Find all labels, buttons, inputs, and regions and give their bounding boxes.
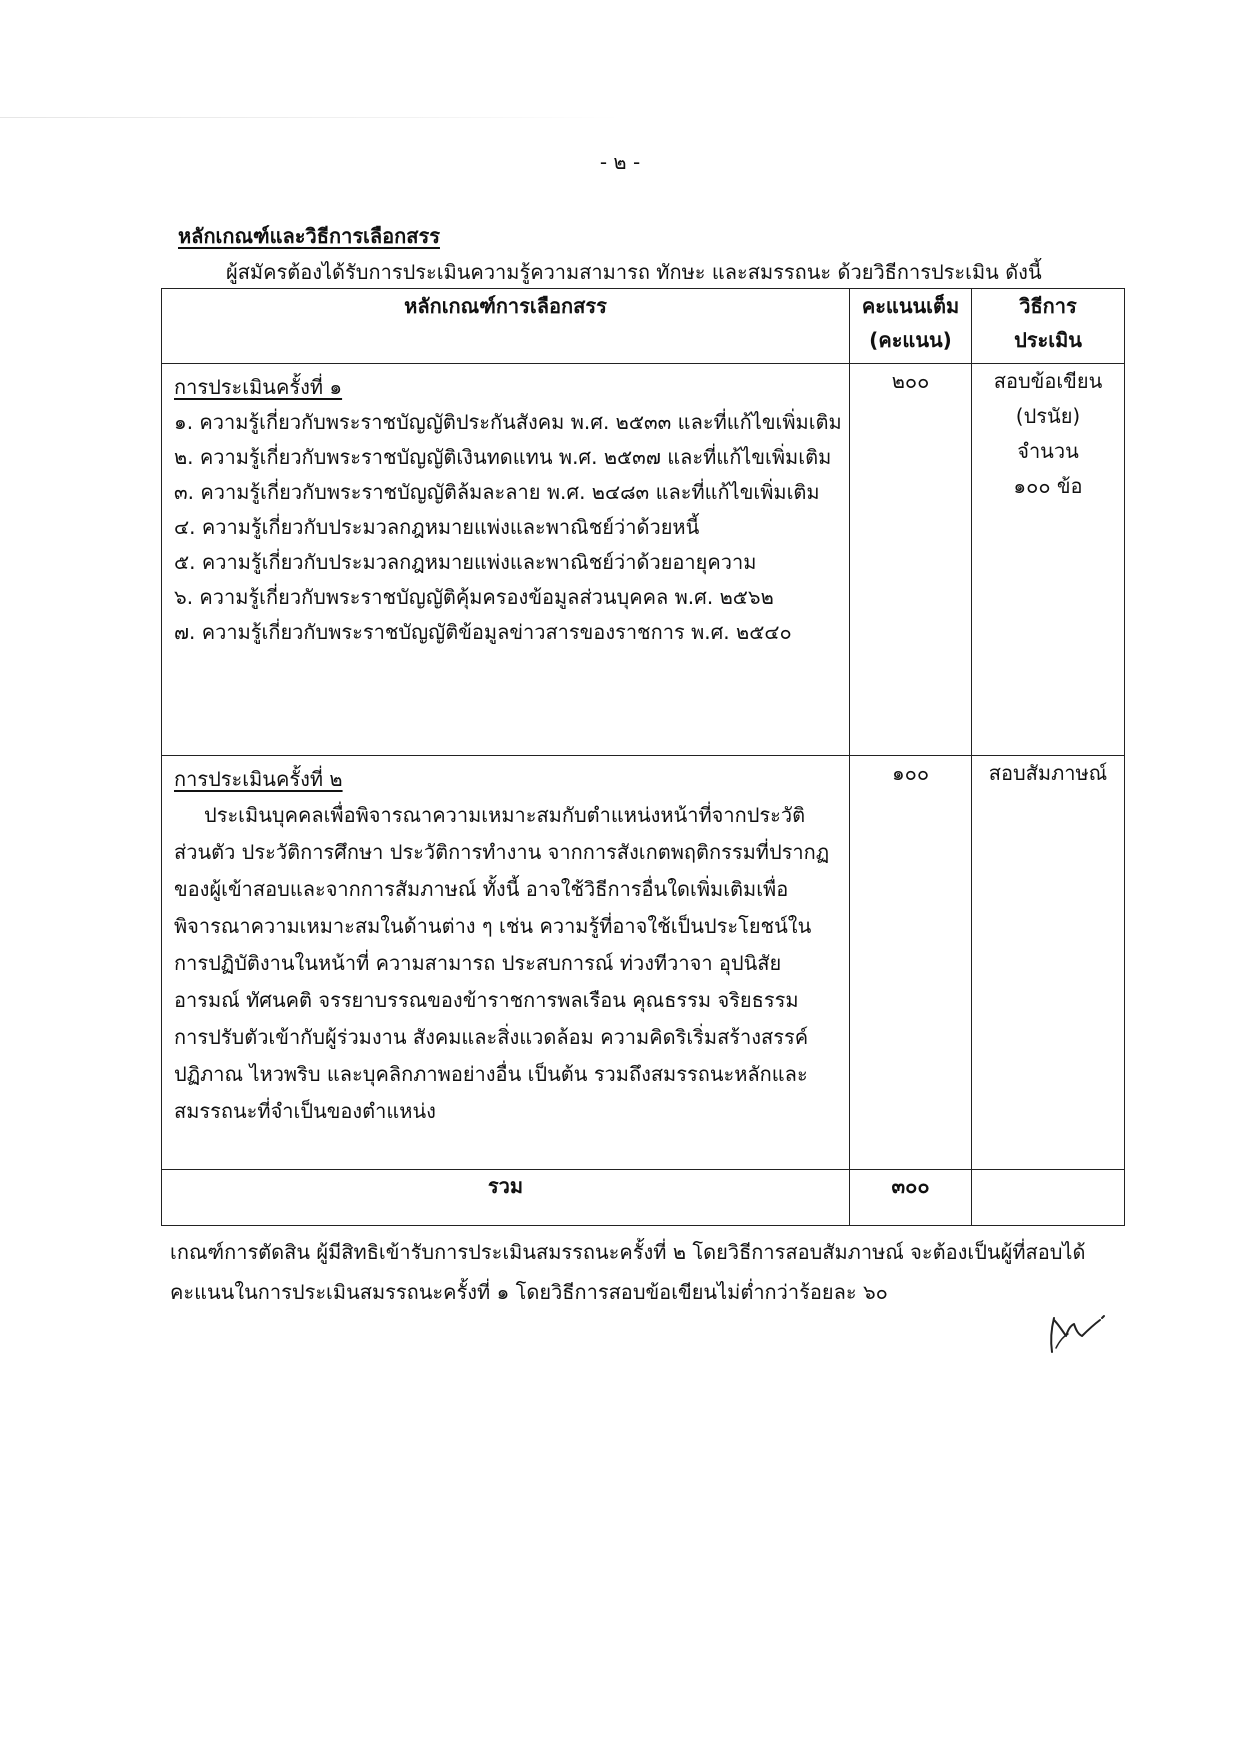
round1-method-line-3: จำนวน [1017, 439, 1079, 463]
round1-method-line-1: สอบข้อเขียน [993, 369, 1103, 393]
round1-criteria-cell [162, 364, 850, 756]
round2-method: สอบสัมภาษณ์ [972, 756, 1125, 1170]
round1-method-line-2: (ปรนัย) [1015, 404, 1081, 428]
round1-method-cell [972, 364, 1125, 756]
round2-description: ประเมินบุคคลเพื่อพิจารณาความเหมาะสมกับตำแหน่งหน้าที่จากประวัติส่วนตัว ประวัติการศึกษา ประวัติการทำงาน จากการสังเกตพฤติกรรมที่ปรากฏของผู้เข้าสอบและจากการสัมภาษณ์ ทั้งนี้ อาจใช้วิธีการอื่นใดเพิ่มเติมเพื่อพิจารณาความเหมาะสมในด้านต่าง ๆ เช่น ความรู้ที่อาจใช้เป็นประโยชน์ในการปฏิบัติงานในหน้าที่ ความสามารถ ประสบการณ์ ท่วงทีวาจา อุปนิสัย อารมณ์ ทัศนคติ จรรยาบรรณของข้าราชการพลเรือน คุณธรรม จริยธรรม การปรับตัวเข้ากับผู้ร่วมงาน สังคมและสิ่งแวดล้อม ความคิดริเริ่มสร้างสรรค์ ปฏิภาณ ไหวพริบ และบุคลิกภาพอย่างอื่น เป็นต้น รวมถึงสมรรถนะหลักและสมรรถนะที่จำเป็นของตำแหน่ง [174, 803, 830, 1123]
round1-item-1: ๑. ความรู้เกี่ยวกับพระราชบัญญัติประกันสังคม พ.ศ. ๒๕๓๓ และที่แก้ไขเพิ่มเติม [174, 410, 842, 434]
header-criteria-label: หลักเกณฑ์การเลือกสรร [404, 294, 607, 318]
table-row-round2 [162, 756, 1125, 1170]
header-full-score-line1: คะแนนเต็ม [861, 294, 960, 318]
table-row-round1 [162, 364, 1125, 756]
round2-score: ๑๐๐ [850, 756, 972, 1170]
header-method [972, 289, 1125, 364]
verdict-line-2: คะแนนในการประเมินสมรรถนะครั้งที่ ๑ โดยวิธีการสอบข้อเขียนไม่ต่ำกว่าร้อยละ ๖๐ [170, 1280, 888, 1304]
header-method-line1: วิธีการ [1019, 294, 1077, 318]
total-score: ๓๐๐ [850, 1170, 972, 1226]
table-header-row [162, 289, 1125, 364]
round1-title: การประเมินครั้งที่ ๑ [174, 375, 343, 399]
round1-item-2: ๒. ความรู้เกี่ยวกับพระราชบัญญัติเงินทดแทน พ.ศ. ๒๕๓๗ และที่แก้ไขเพิ่มเติม [174, 445, 832, 469]
page-number: - ๒ - [599, 150, 641, 174]
total-method-empty [972, 1170, 1125, 1226]
round1-item-7: ๗. ความรู้เกี่ยวกับพระราชบัญญัติข้อมูลข่าวสารของราชการ พ.ศ. ๒๕๔๐ [174, 620, 792, 644]
header-method-line2: ประเมิน [1014, 328, 1082, 352]
round1-item-4: ๔. ความรู้เกี่ยวกับประมวลกฎหมายแพ่งและพาณิชย์ว่าด้วยหนี้ [174, 515, 700, 539]
round2-title: การประเมินครั้งที่ ๒ [174, 767, 343, 791]
round1-item-3: ๓. ความรู้เกี่ยวกับพระราชบัญญัติล้มละลาย พ.ศ. ๒๔๘๓ และที่แก้ไขเพิ่มเติม [174, 480, 820, 504]
round1-method-line-4: ๑๐๐ ข้อ [1013, 474, 1083, 498]
verdict-paragraph [170, 1232, 1130, 1312]
header-full-score [850, 289, 972, 364]
total-label: รวม [162, 1170, 850, 1226]
table-row-total [162, 1170, 1125, 1226]
header-full-score-line2: (คะแนน) [869, 328, 952, 352]
signature-mark [1040, 1290, 1120, 1360]
round1-score: ๒๐๐ [850, 364, 972, 756]
intro-paragraph: ผู้สมัครต้องได้รับการประเมินความรู้ความสามารถ ทักษะ และสมรรถนะ ด้วยวิธีการประเมิน ดังนี้ [226, 260, 1042, 284]
section-heading: หลักเกณฑ์และวิธีการเลือกสรร [178, 224, 440, 248]
scan-artifact-line [0, 117, 620, 118]
round2-criteria-cell [162, 756, 850, 1170]
round1-item-5: ๕. ความรู้เกี่ยวกับประมวลกฎหมายแพ่งและพาณิชย์ว่าด้วยอายุความ [174, 550, 757, 574]
verdict-line-1: เกณฑ์การตัดสิน ผู้มีสิทธิเข้ารับการประเมินสมรรถนะครั้งที่ ๒ โดยวิธีการสอบสัมภาษณ์ จะต้องเป็นผู้ที่สอบได้ [170, 1240, 1086, 1264]
round1-item-6: ๖. ความรู้เกี่ยวกับพระราชบัญญัติคุ้มครองข้อมูลส่วนบุคคล พ.ศ. ๒๕๖๒ [174, 585, 774, 609]
header-criteria [162, 289, 850, 364]
criteria-table [161, 288, 1125, 1226]
